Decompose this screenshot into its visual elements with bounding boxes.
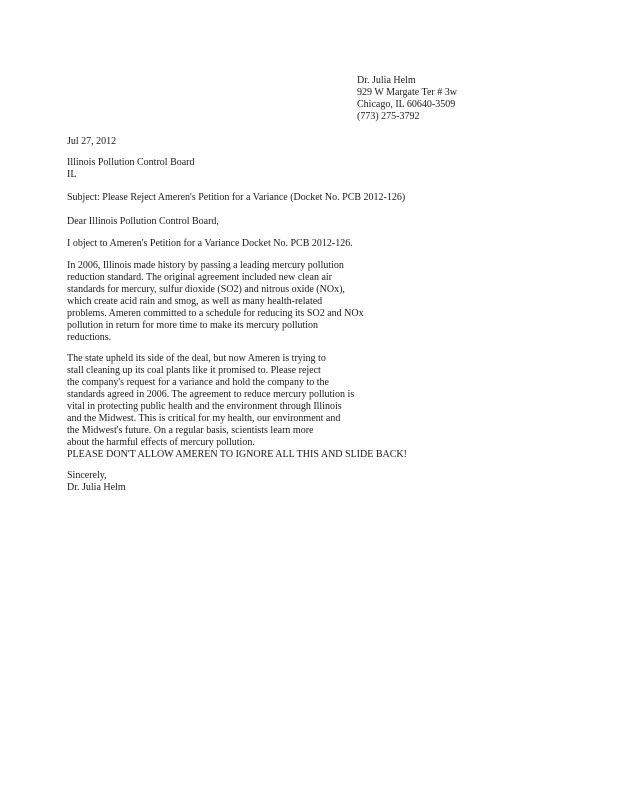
recipient-address-block <box>67 157 195 181</box>
signoff-block <box>67 470 126 494</box>
sender-city: Chicago, IL 60640-3509 <box>357 99 456 110</box>
body-paragraph-1 <box>67 260 364 344</box>
objection-statement: I object to Ameren's Petition for a Variance Docket No. PCB 2012-126. <box>67 238 353 249</box>
paragraph-line: pollution in return for more time to make its mercury pollution <box>67 320 319 331</box>
sender-phone: (773) 275-3792 <box>357 111 420 122</box>
paragraph-line: standards agreed in 2006. The agreement to reduce mercury pollution is <box>67 389 355 400</box>
letter-date: Jul 27, 2012 <box>67 136 117 147</box>
paragraph-line: reduction standard. The original agreement included new clean air <box>67 272 332 283</box>
paragraph-line: about the harmful effects of mercury pollution. <box>67 437 255 448</box>
paragraph-line: and the Midwest. This is critical for my health, our environment and <box>67 413 341 424</box>
subject-line: Subject: Please Reject Ameren's Petition for a Variance (Docket No. PCB 2012-126) <box>67 192 406 203</box>
sender-address-block <box>357 75 457 123</box>
closing: Sincerely, <box>67 470 107 481</box>
paragraph-line: PLEASE DON'T ALLOW AMEREN TO IGNORE ALL THIS AND SLIDE BACK! <box>67 449 407 460</box>
salutation: Dear Illinois Pollution Control Board, <box>67 216 219 227</box>
sender-street: 929 W Margate Ter # 3w <box>357 87 457 98</box>
paragraph-line: the company's request for a variance and hold the company to the <box>67 377 329 388</box>
paragraph-line: which create acid rain and smog, as well as many health-related <box>67 296 323 307</box>
paragraph-line: The state upheld its side of the deal, but now Ameren is trying to <box>67 353 326 364</box>
paragraph-line: In 2006, Illinois made history by passing a leading mercury pollution <box>67 260 344 271</box>
paragraph-line: problems. Ameren committed to a schedule for reducing its SO2 and NOx <box>67 308 364 319</box>
signature-name: Dr. Julia Helm <box>67 482 126 493</box>
paragraph-line: reductions. <box>67 332 112 343</box>
paragraph-line: stall cleaning up its coal plants like it promised to. Please reject <box>67 365 321 376</box>
recipient-state: IL <box>67 169 77 180</box>
recipient-name: Illinois Pollution Control Board <box>67 157 195 168</box>
sender-name: Dr. Julia Helm <box>357 75 416 86</box>
paragraph-line: standards for mercury, sulfur dioxide (SO2) and nitrous oxide (NOx), <box>67 284 345 295</box>
paragraph-line: vital in protecting public health and the environment through Illinois <box>67 401 342 412</box>
paragraph-line: the Midwest's future. On a regular basis, scientists learn more <box>67 425 314 436</box>
body-paragraph-2 <box>67 353 407 461</box>
